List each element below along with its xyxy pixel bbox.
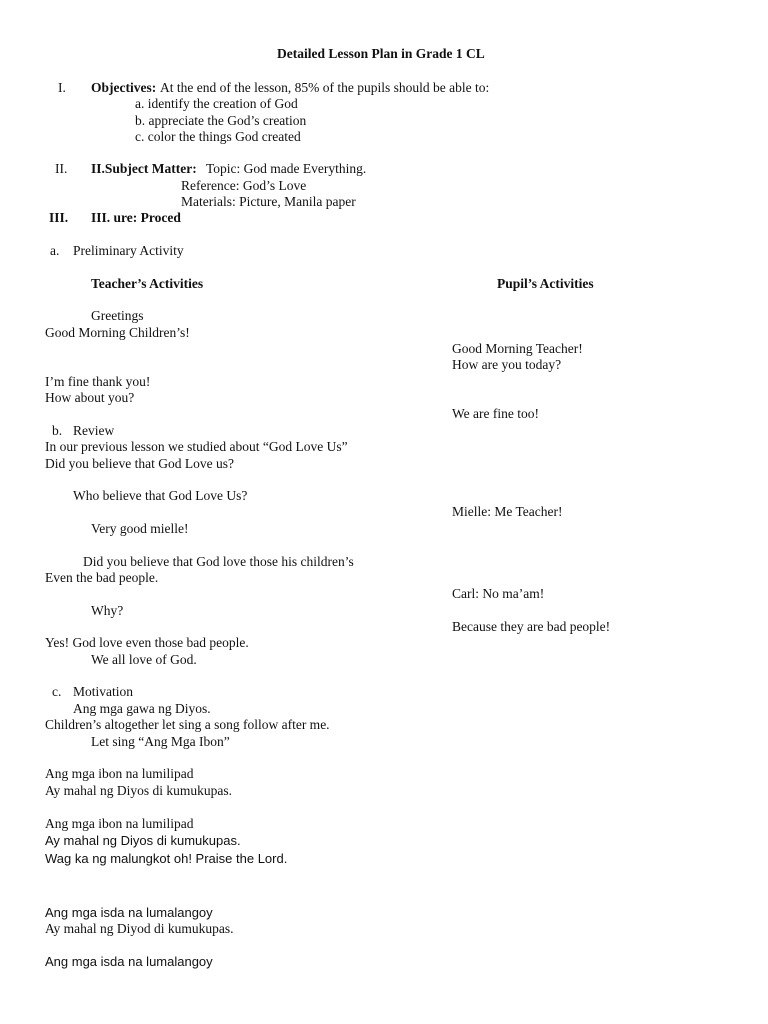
teacher-line: Even the bad people. <box>45 570 159 585</box>
pupil-line: Good Morning Teacher! <box>452 341 583 356</box>
pupil-activities-heading: Pupil’s Activities <box>497 276 594 291</box>
objectives-label: Objectives: <box>91 80 157 95</box>
preliminary-marker: a. <box>50 243 60 258</box>
teacher-line: Good Morning Children’s! <box>45 325 190 340</box>
procedure-numeral: III. <box>49 210 69 225</box>
teacher-line: Why? <box>91 603 124 618</box>
objective-item: b. appreciate the God’s creation <box>135 113 307 128</box>
review-marker: b. <box>52 423 63 438</box>
motivation-label: Motivation <box>73 684 133 699</box>
subject-topic: Topic: God made Everything. <box>206 161 367 176</box>
song-line: Ang mga ibon na lumilipad <box>45 816 194 831</box>
review-label: Review <box>73 423 115 438</box>
document-title: Detailed Lesson Plan in Grade 1 CL <box>277 46 485 61</box>
teacher-activities-heading: Teacher’s Activities <box>91 276 204 291</box>
teacher-line: Who believe that God Love Us? <box>73 488 248 503</box>
teacher-line: Greetings <box>91 308 144 323</box>
objectives-numeral: I. <box>58 80 66 95</box>
subject-matter-numeral: II. <box>55 161 68 176</box>
song-line: Ang mga ibon na lumilipad <box>45 766 194 781</box>
teacher-line: How about you? <box>45 390 135 405</box>
teacher-line: Very good mielle! <box>91 521 189 536</box>
pupil-line: Because they are bad people! <box>452 619 611 634</box>
song-line: Ang mga isda na lumalangoy <box>45 954 213 969</box>
pupil-line: We are fine too! <box>452 406 539 421</box>
song-line: Ay mahal ng Diyos di kumukupas. <box>45 783 232 798</box>
pupil-line: Carl: No ma’am! <box>452 586 545 601</box>
song-line: Ang mga isda na lumalangoy <box>45 905 213 920</box>
subject-reference: Reference: God’s Love <box>181 178 307 193</box>
teacher-line: Did you believe that God Love us? <box>45 456 234 471</box>
pupil-line: How are you today? <box>452 357 562 372</box>
teacher-line: Children’s altogether let sing a song follow after me. <box>45 717 330 732</box>
procedure-label: III. ure: Proced <box>91 210 181 225</box>
subject-matter-label: II.Subject Matter: <box>91 161 197 176</box>
song-line: Ay mahal ng Diyos di kumukupas. <box>45 833 241 848</box>
subject-materials: Materials: Picture, Manila paper <box>181 194 356 209</box>
teacher-line: Let sing “Ang Mga Ibon” <box>91 734 230 749</box>
motivation-marker: c. <box>52 684 62 699</box>
teacher-line: Did you believe that God love those his children’s <box>83 554 354 569</box>
teacher-line: Ang mga gawa ng Diyos. <box>73 701 211 716</box>
teacher-line: We all love of God. <box>91 652 197 667</box>
objective-item: c. color the things God created <box>135 129 301 144</box>
preliminary-label: Preliminary Activity <box>73 243 184 258</box>
objectives-intro: At the end of the lesson, 85% of the pupils should be able to: <box>160 80 490 95</box>
teacher-line: Yes! God love even those bad people. <box>45 635 249 650</box>
objective-item: a. identify the creation of God <box>135 96 298 111</box>
song-line: Ay mahal ng Diyod di kumukupas. <box>45 921 234 936</box>
teacher-line: In our previous lesson we studied about “God Love Us” <box>45 439 348 454</box>
teacher-line: I’m fine thank you! <box>45 374 151 389</box>
song-line: Wag ka ng malungkot oh! Praise the Lord. <box>45 851 288 866</box>
pupil-line: Mielle: Me Teacher! <box>452 504 563 519</box>
